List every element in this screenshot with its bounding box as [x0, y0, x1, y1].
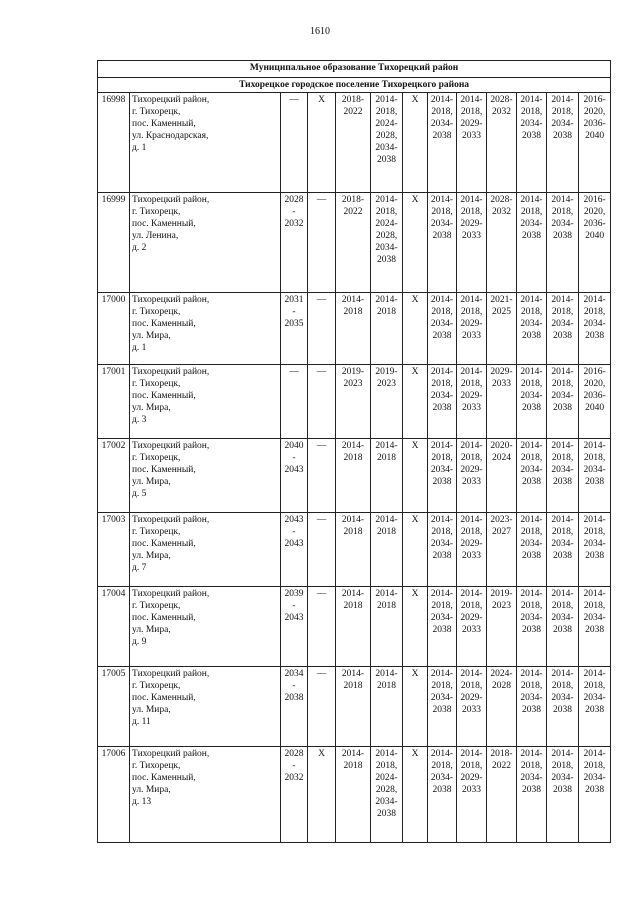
period-cell: 2014- 2018 [371, 667, 403, 747]
period-cell: 2016- 2020, 2036- 2040 [579, 365, 611, 439]
period-cell: 2014- 2018, 2034- 2038 [517, 587, 547, 667]
period-cell: 2024- 2028 [487, 667, 517, 747]
period-cell: 2014- 2018 [336, 513, 371, 587]
period-cell: X [403, 93, 428, 193]
period-cell: — [281, 365, 308, 439]
period-cell: 2014- 2018, 2034- 2038 [428, 747, 457, 843]
period-cell: — [308, 667, 336, 747]
table-row [98, 667, 611, 747]
period-cell: 2014- 2018, 2024- 2028, 2034- 2038 [371, 93, 403, 193]
period-cell: X [403, 667, 428, 747]
period-cell: 2014- 2018, 2029- 2033 [457, 193, 487, 293]
period-cell: 2014- 2018, 2034- 2038 [517, 667, 547, 747]
period-cell: 2016- 2020, 2036- 2040 [579, 93, 611, 193]
row-number: 16999 [98, 193, 130, 293]
period-cell: 2028- 2032 [281, 193, 308, 293]
address-cell: Тихорецкий район, г. Тихорецк, пос. Каменный, ул. Мира, д. 9 [130, 587, 281, 667]
period-cell: X [308, 747, 336, 843]
period-cell: X [403, 293, 428, 365]
period-cell: 2028- 2032 [487, 193, 517, 293]
period-cell: 2014- 2018 [336, 747, 371, 843]
period-cell: 2014- 2018, 2034- 2038 [517, 513, 547, 587]
period-cell: 2018- 2022 [336, 93, 371, 193]
period-cell: 2014- 2018, 2034- 2038 [428, 93, 457, 193]
period-cell: — [308, 439, 336, 513]
period-cell: 2014- 2018, 2029- 2033 [457, 293, 487, 365]
period-cell: — [308, 365, 336, 439]
settlement-header-row [98, 78, 611, 93]
period-cell: 2039- 2043 [281, 587, 308, 667]
row-number: 17005 [98, 667, 130, 747]
period-cell: 2031- 2035 [281, 293, 308, 365]
page-number: 1610 [310, 26, 330, 37]
period-cell: 2014- 2018, 2034- 2038 [547, 587, 579, 667]
period-cell: 2029- 2033 [487, 365, 517, 439]
period-cell: X [403, 365, 428, 439]
table-row [98, 587, 611, 667]
table-row [98, 365, 611, 439]
address-cell: Тихорецкий район, г. Тихорецк, пос. Каменный, ул. Мира, д. 5 [130, 439, 281, 513]
period-cell: X [308, 93, 336, 193]
period-cell: 2014- 2018, 2034- 2038 [547, 293, 579, 365]
period-cell: 2014- 2018, 2034- 2038 [547, 513, 579, 587]
period-cell: 2023- 2027 [487, 513, 517, 587]
period-cell: 2014- 2018, 2029- 2033 [457, 747, 487, 843]
period-cell: 2014- 2018, 2034- 2038 [428, 667, 457, 747]
period-cell: 2014- 2018, 2029- 2033 [457, 365, 487, 439]
period-cell: 2014- 2018 [336, 439, 371, 513]
period-cell: 2040- 2043 [281, 439, 308, 513]
period-cell: 2014- 2018, 2029- 2033 [457, 439, 487, 513]
table-row [98, 93, 611, 193]
period-cell: — [308, 293, 336, 365]
address-cell: Тихорецкий район, г. Тихорецк, пос. Каменный, ул. Мира, д. 3 [130, 365, 281, 439]
period-cell: X [403, 513, 428, 587]
address-cell: Тихорецкий район, г. Тихорецк, пос. Каменный, ул. Мира, д. 11 [130, 667, 281, 747]
period-cell: 2014- 2018 [336, 587, 371, 667]
period-cell: 2019- 2023 [336, 365, 371, 439]
period-cell: 2014- 2018, 2034- 2038 [517, 439, 547, 513]
period-cell: 2020- 2024 [487, 439, 517, 513]
row-number: 16998 [98, 93, 130, 193]
address-cell: Тихорецкий район, г. Тихорецк, пос. Каменный, ул. Мира, д. 1 [130, 293, 281, 365]
period-cell: X [403, 193, 428, 293]
period-cell: 2014- 2018, 2034- 2038 [547, 667, 579, 747]
period-cell: 2014- 2018, 2034- 2038 [579, 587, 611, 667]
address-cell: Тихорецкий район, г. Тихорецк, пос. Каменный, ул. Ленина, д. 2 [130, 193, 281, 293]
period-cell: 2028- 2032 [281, 747, 308, 843]
period-cell: X [403, 587, 428, 667]
period-cell: 2014- 2018, 2029- 2033 [457, 587, 487, 667]
period-cell: 2016- 2020, 2036- 2040 [579, 193, 611, 293]
period-cell: X [403, 439, 428, 513]
period-cell: 2014- 2018, 2029- 2033 [457, 513, 487, 587]
period-cell: 2014- 2018, 2034- 2038 [428, 513, 457, 587]
period-cell: 2014- 2018, 2024- 2028, 2034- 2038 [371, 193, 403, 293]
table-row [98, 193, 611, 293]
address-cell: Тихорецкий район, г. Тихорецк, пос. Каменный, ул. Краснодарская, д. 1 [130, 93, 281, 193]
period-cell: 2014- 2018, 2034- 2038 [428, 365, 457, 439]
address-cell: Тихорецкий район, г. Тихорецк, пос. Каменный, ул. Мира, д. 13 [130, 747, 281, 843]
period-cell: 2028- 2032 [487, 93, 517, 193]
period-cell: — [281, 93, 308, 193]
period-cell: 2014- 2018 [336, 667, 371, 747]
row-number: 17004 [98, 587, 130, 667]
period-cell: 2014- 2018, 2034- 2038 [547, 439, 579, 513]
period-cell: 2018- 2022 [336, 193, 371, 293]
row-number: 17001 [98, 365, 130, 439]
period-cell: 2019- 2023 [371, 365, 403, 439]
period-cell: 2014- 2018, 2034- 2038 [547, 93, 579, 193]
period-cell: X [403, 747, 428, 843]
period-cell: 2014- 2018, 2034- 2038 [547, 747, 579, 843]
period-cell: 2014- 2018, 2034- 2038 [579, 667, 611, 747]
period-cell: 2018- 2022 [487, 747, 517, 843]
registry-table [97, 60, 611, 843]
row-number: 17003 [98, 513, 130, 587]
address-cell: Тихорецкий район, г. Тихорецк, пос. Каменный, ул. Мира, д. 7 [130, 513, 281, 587]
period-cell: 2019- 2023 [487, 587, 517, 667]
period-cell: 2014- 2018 [371, 587, 403, 667]
municipality-header: Муниципальное образование Тихорецкий район [98, 61, 611, 78]
period-cell: 2014- 2018, 2034- 2038 [579, 439, 611, 513]
table-row [98, 513, 611, 587]
period-cell: — [308, 513, 336, 587]
period-cell: 2014- 2018 [371, 513, 403, 587]
period-cell: 2014- 2018 [371, 439, 403, 513]
period-cell: 2014- 2018, 2034- 2038 [428, 193, 457, 293]
period-cell: 2014- 2018, 2034- 2038 [579, 293, 611, 365]
period-cell: 2014- 2018, 2034- 2038 [428, 293, 457, 365]
settlement-header: Тихорецкое городское поселение Тихорецкого района [98, 78, 611, 93]
row-number: 17006 [98, 747, 130, 843]
period-cell: 2014- 2018, 2034- 2038 [517, 93, 547, 193]
period-cell: 2014- 2018, 2034- 2038 [428, 439, 457, 513]
period-cell: 2043- 2043 [281, 513, 308, 587]
period-cell: 2014- 2018, 2029- 2033 [457, 667, 487, 747]
period-cell: 2014- 2018, 2034- 2038 [579, 747, 611, 843]
period-cell: 2034- 2038 [281, 667, 308, 747]
period-cell: 2014- 2018 [336, 293, 371, 365]
period-cell: 2021- 2025 [487, 293, 517, 365]
period-cell: 2014- 2018 [371, 293, 403, 365]
row-number: 17002 [98, 439, 130, 513]
period-cell: — [308, 193, 336, 293]
period-cell: 2014- 2018, 2034- 2038 [579, 513, 611, 587]
period-cell: 2014- 2018, 2034- 2038 [547, 193, 579, 293]
table-row [98, 293, 611, 365]
period-cell: 2014- 2018, 2034- 2038 [517, 747, 547, 843]
period-cell: — [308, 587, 336, 667]
period-cell: 2014- 2018, 2034- 2038 [517, 293, 547, 365]
period-cell: 2014- 2018, 2034- 2038 [517, 365, 547, 439]
table-row [98, 439, 611, 513]
table-row [98, 747, 611, 843]
period-cell: 2014- 2018, 2029- 2033 [457, 93, 487, 193]
period-cell: 2014- 2018, 2034- 2038 [428, 587, 457, 667]
row-number: 17000 [98, 293, 130, 365]
period-cell: 2014- 2018, 2024- 2028, 2034- 2038 [371, 747, 403, 843]
period-cell: 2014- 2018, 2034- 2038 [517, 193, 547, 293]
municipality-header-row [98, 61, 611, 78]
period-cell: 2014- 2018, 2034- 2038 [547, 365, 579, 439]
